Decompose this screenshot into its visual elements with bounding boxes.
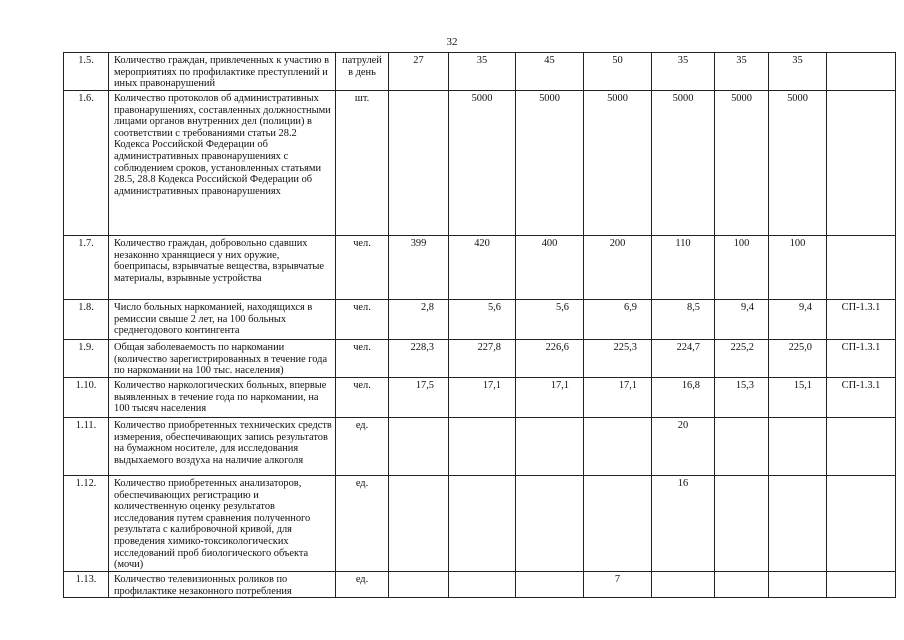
- table-row: [64, 236, 896, 300]
- row-number-cell: 1.8.: [64, 300, 109, 340]
- value-cell: 5000: [584, 91, 652, 236]
- row-number-cell: 1.13.: [64, 572, 109, 598]
- unit-cell: чел.: [336, 236, 389, 300]
- value-cell: 6,9: [584, 300, 652, 340]
- unit-cell: патрулей в день: [336, 53, 389, 91]
- unit-cell: ед.: [336, 476, 389, 572]
- indicator-name-cell: Количество приобретенных анализаторов, обеспечивающих регистрацию и количественную оценку результатов исследования путем сравнения полученного результата с калибровочной кривой, для проведения химико-токсикологических исследований проб биологического объекта (мочи): [109, 476, 336, 572]
- value-cell: 226,6: [516, 340, 584, 378]
- value-cell: 5000: [449, 91, 516, 236]
- unit-cell: чел.: [336, 340, 389, 378]
- value-cell: 5000: [652, 91, 715, 236]
- reference-cell: [827, 572, 896, 598]
- value-cell: 225,0: [769, 340, 827, 378]
- table-row: [64, 418, 896, 476]
- reference-cell: [827, 418, 896, 476]
- page-number: 32: [446, 36, 458, 48]
- value-cell: 17,1: [516, 378, 584, 418]
- value-cell: 17,1: [449, 378, 516, 418]
- row-number-cell: 1.5.: [64, 53, 109, 91]
- value-cell: [389, 476, 449, 572]
- value-cell: 228,3: [389, 340, 449, 378]
- value-cell: 110: [652, 236, 715, 300]
- value-cell: [516, 572, 584, 598]
- value-cell: [449, 476, 516, 572]
- indicator-name-cell: Общая заболеваемость по наркомании (количество зарегистрированных в течение года по наркомании на 100 тыс. населения): [109, 340, 336, 378]
- value-cell: 224,7: [652, 340, 715, 378]
- value-cell: [652, 572, 715, 598]
- reference-cell: [827, 91, 896, 236]
- unit-cell: чел.: [336, 378, 389, 418]
- indicator-name-cell: Количество граждан, привлеченных к участию в мероприятиях по профилактике преступлений и иных правонарушений: [109, 53, 336, 91]
- indicator-name-cell: Количество граждан, добровольно сдавших незаконно хранящиеся у них оружие, боеприпасы, взрывчатые вещества, взрывчатые материалы, взрывные устройства: [109, 236, 336, 300]
- value-cell: 20: [652, 418, 715, 476]
- indicator-name-cell: Количество приобретенных технических средств измерения, обеспечивающих запись результатов на бумажном носителе, для исследования выдыхаемого воздуха на наличие алкоголя: [109, 418, 336, 476]
- value-cell: [584, 418, 652, 476]
- table-row: [64, 91, 896, 236]
- value-cell: 5000: [516, 91, 584, 236]
- table-row: [64, 300, 896, 340]
- indicator-name-cell: Количество телевизионных роликов по профилактике незаконного потребления: [109, 572, 336, 598]
- value-cell: 17,1: [584, 378, 652, 418]
- value-cell: [389, 572, 449, 598]
- value-cell: 5,6: [516, 300, 584, 340]
- value-cell: 5000: [715, 91, 769, 236]
- value-cell: 35: [652, 53, 715, 91]
- value-cell: 15,3: [715, 378, 769, 418]
- table-row: [64, 53, 896, 91]
- value-cell: 100: [769, 236, 827, 300]
- value-cell: [769, 476, 827, 572]
- reference-cell: СП-1.3.1: [827, 300, 896, 340]
- value-cell: 8,5: [652, 300, 715, 340]
- value-cell: 35: [449, 53, 516, 91]
- value-cell: 9,4: [769, 300, 827, 340]
- value-cell: 17,5: [389, 378, 449, 418]
- table-row: [64, 340, 896, 378]
- indicator-name-cell: Количество протоколов об административных правонарушениях, составленных должностными лицами органов внутренних дел (полиции) в соответствии с требованиями статьи 28.2 Кодекса Российской Федерации об административных правонарушениях с соблюдением сроков, установленных статьями 28.5, 28.8 Кодекса Российской Федерации об административных правонарушениях: [109, 91, 336, 236]
- unit-cell: чел.: [336, 300, 389, 340]
- row-number-cell: 1.7.: [64, 236, 109, 300]
- unit-cell: ед.: [336, 572, 389, 598]
- value-cell: [516, 418, 584, 476]
- reference-cell: [827, 53, 896, 91]
- reference-cell: [827, 476, 896, 572]
- table-row: [64, 572, 896, 598]
- row-number-cell: 1.10.: [64, 378, 109, 418]
- value-cell: 35: [715, 53, 769, 91]
- value-cell: 15,1: [769, 378, 827, 418]
- table-row: [64, 476, 896, 572]
- value-cell: 399: [389, 236, 449, 300]
- value-cell: [769, 418, 827, 476]
- row-number-cell: 1.12.: [64, 476, 109, 572]
- indicator-name-cell: Число больных наркоманией, находящихся в ремиссии свыше 2 лет, на 100 больных среднегодового контингента: [109, 300, 336, 340]
- table-row: [64, 378, 896, 418]
- value-cell: 400: [516, 236, 584, 300]
- reference-cell: СП-1.3.1: [827, 340, 896, 378]
- reference-cell: [827, 236, 896, 300]
- value-cell: 100: [715, 236, 769, 300]
- value-cell: 5000: [769, 91, 827, 236]
- value-cell: 35: [769, 53, 827, 91]
- value-cell: 16: [652, 476, 715, 572]
- row-number-cell: 1.6.: [64, 91, 109, 236]
- row-number-cell: 1.11.: [64, 418, 109, 476]
- value-cell: 9,4: [715, 300, 769, 340]
- value-cell: 16,8: [652, 378, 715, 418]
- value-cell: [449, 572, 516, 598]
- unit-cell: ед.: [336, 418, 389, 476]
- value-cell: 227,8: [449, 340, 516, 378]
- value-cell: 27: [389, 53, 449, 91]
- value-cell: 50: [584, 53, 652, 91]
- row-number-cell: 1.9.: [64, 340, 109, 378]
- value-cell: [389, 91, 449, 236]
- value-cell: 225,3: [584, 340, 652, 378]
- value-cell: 200: [584, 236, 652, 300]
- value-cell: 5,6: [449, 300, 516, 340]
- unit-cell: шт.: [336, 91, 389, 236]
- reference-cell: СП-1.3.1: [827, 378, 896, 418]
- value-cell: [769, 572, 827, 598]
- value-cell: 7: [584, 572, 652, 598]
- value-cell: [715, 418, 769, 476]
- indicators-table: [63, 52, 896, 598]
- value-cell: 45: [516, 53, 584, 91]
- value-cell: 225,2: [715, 340, 769, 378]
- value-cell: [516, 476, 584, 572]
- indicator-name-cell: Количество наркологических больных, впервые выявленных в течение года по наркомании, на 100 тысяч населения: [109, 378, 336, 418]
- value-cell: 420: [449, 236, 516, 300]
- value-cell: 2,8: [389, 300, 449, 340]
- value-cell: [584, 476, 652, 572]
- value-cell: [715, 476, 769, 572]
- value-cell: [389, 418, 449, 476]
- value-cell: [715, 572, 769, 598]
- value-cell: [449, 418, 516, 476]
